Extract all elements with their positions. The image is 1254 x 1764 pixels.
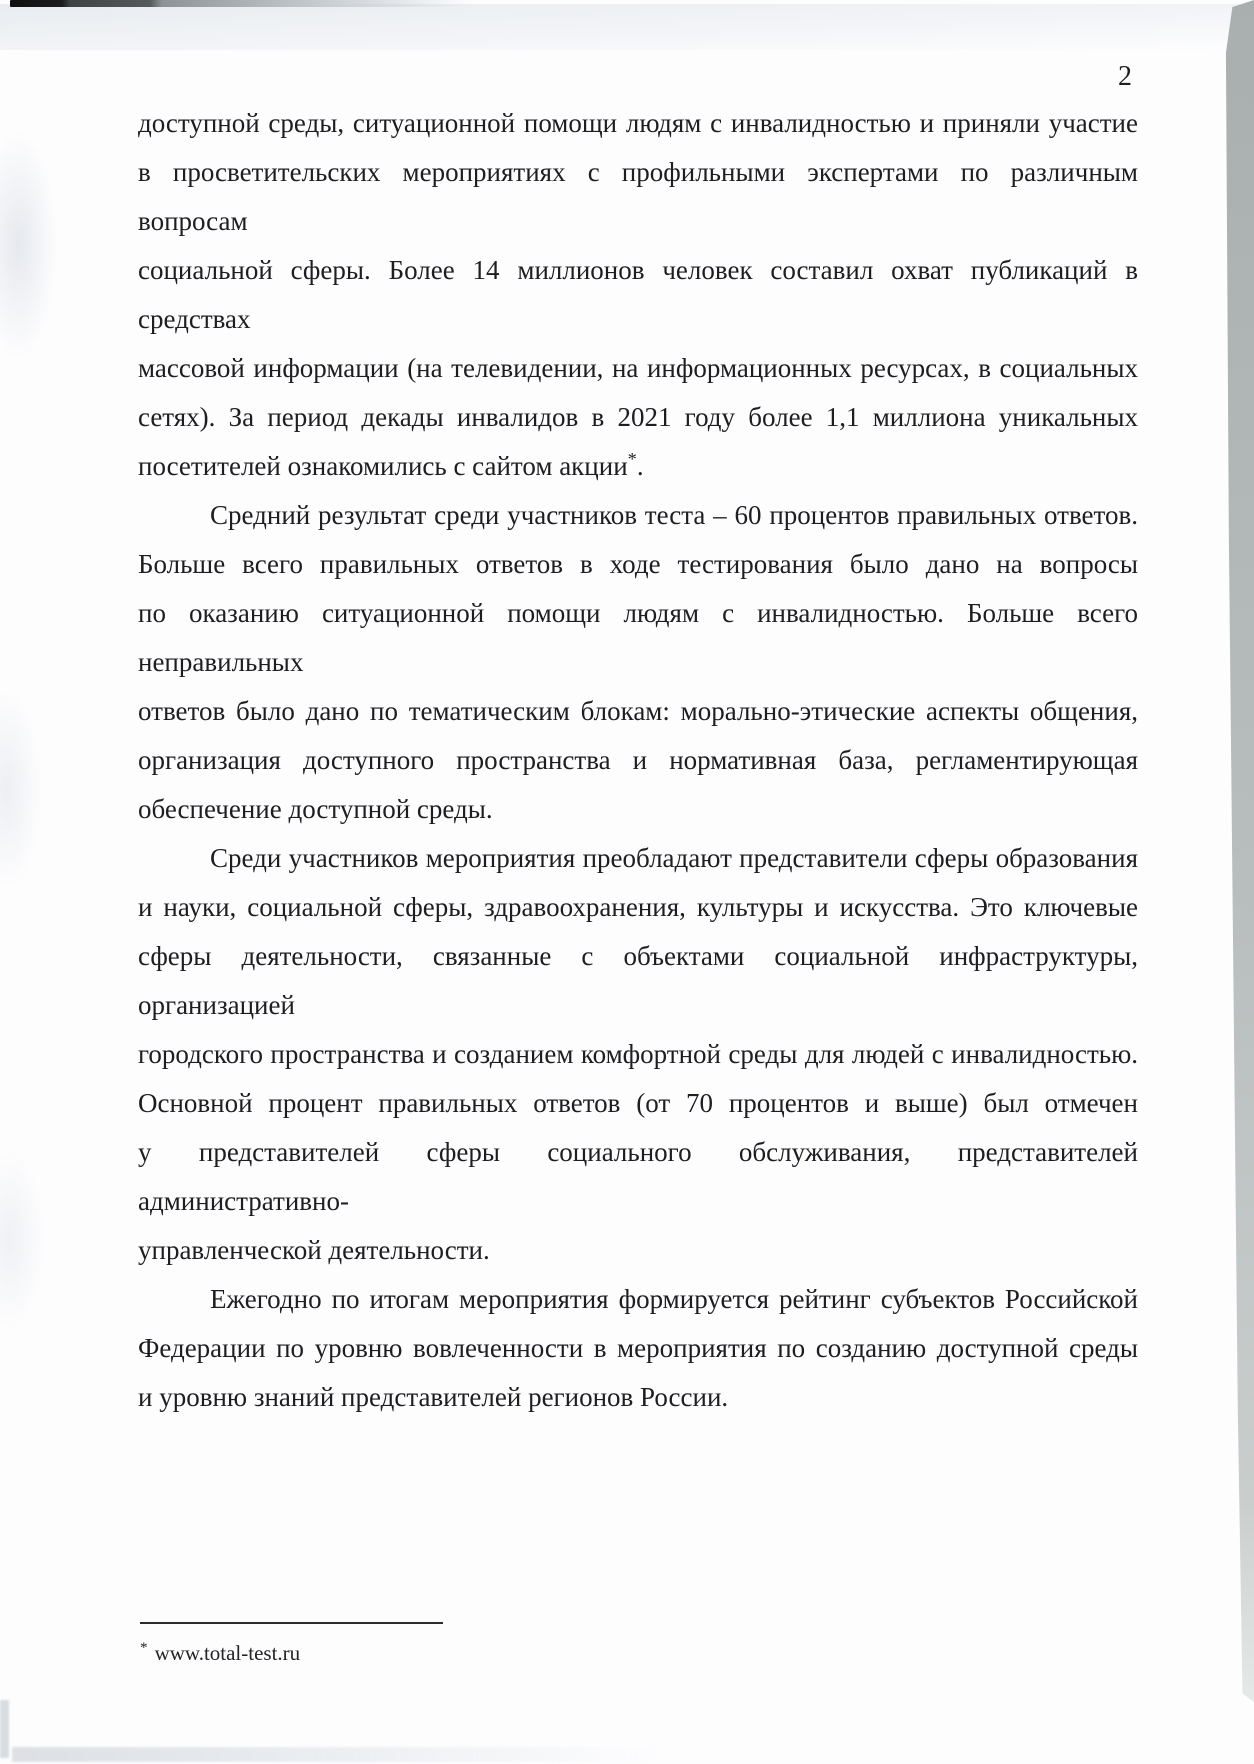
text-line: организация доступного пространства и нормативная база, регламентирующая [138,745,1138,775]
text-line: городского пространства и созданием комфортной среды для людей с инвалидностью. [138,1039,1138,1069]
text-line: Средний результат среди участников теста – 60 процентов правильных ответов. [210,500,1138,530]
text-line [138,442,1138,491]
footnote-separator [140,1622,443,1624]
text-line: Больше всего правильных ответов в ходе тестирования было дано на вопросы [138,549,1138,579]
scan-artifact-blob [0,1150,45,1330]
scan-artifact-right-edge [1218,0,1254,1764]
text-segment: посетителей ознакомились с сайтом акции [138,451,628,481]
scan-artifact-blob [0,690,42,890]
footnote-marker: * [140,1640,148,1656]
scan-artifact-bottom-smudge [12,1747,662,1762]
scan-artifact-top-band [0,4,1254,50]
text-line: массовой информации (на телевидении, на информационных ресурсах, в социальных [138,353,1138,383]
text-segment: . [636,451,644,481]
text-line: управленческой деятельности. [138,1235,490,1265]
text-line: Среди участников мероприятия преобладают представители сферы образования [210,843,1138,873]
text-line: Федерации по уровню вовлеченности в мероприятия по созданию доступной среды [138,1333,1138,1363]
text-line: сетях). За период декады инвалидов в 2021 году более 1,1 миллиона уникальных [138,402,1138,432]
text-line: Ежегодно по итогам мероприятия формируется рейтинг субъектов Российской [210,1284,1138,1314]
text-line: ответов было дано по тематическим блокам: морально-этические аспекты общения, [138,696,1138,726]
text-line: социальной сферы. Более 14 миллионов человек составил охват публикаций в средствах [138,255,1138,334]
text-line: Основной процент правильных ответов (от 70 процентов и выше) был отмечен [138,1088,1138,1118]
scan-artifact-blob [0,130,58,360]
footnote [140,1638,300,1668]
text-line: сферы деятельности, связанные с объектами социальной инфраструктуры, организацией [138,941,1138,1020]
text-line: по оказанию ситуационной помощи людям с инвалидностью. Больше всего неправильных [138,598,1138,677]
page-number: 2 [1118,61,1132,92]
body-text [138,99,1138,1422]
scan-artifact-top-bar [10,0,468,7]
text-line: и науки, социальной сферы, здравоохранения, культуры и искусства. Это ключевые [138,892,1138,922]
text-line: доступной среды, ситуационной помощи людям с инвалидностью и приняли участие [138,108,1138,138]
footnote-text: www.total-test.ru [154,1641,301,1665]
text-line: обеспечение доступной среды. [138,794,493,824]
footnote-reference: * [627,449,637,469]
text-line: у представителей сферы социального обслуживания, представителей административно- [138,1137,1138,1216]
scan-artifact-left-strip [0,1700,9,1758]
text-line: в просветительских мероприятиях с профильными экспертами по различным вопросам [138,157,1138,236]
text-line: и уровню знаний представителей регионов России. [138,1382,729,1412]
